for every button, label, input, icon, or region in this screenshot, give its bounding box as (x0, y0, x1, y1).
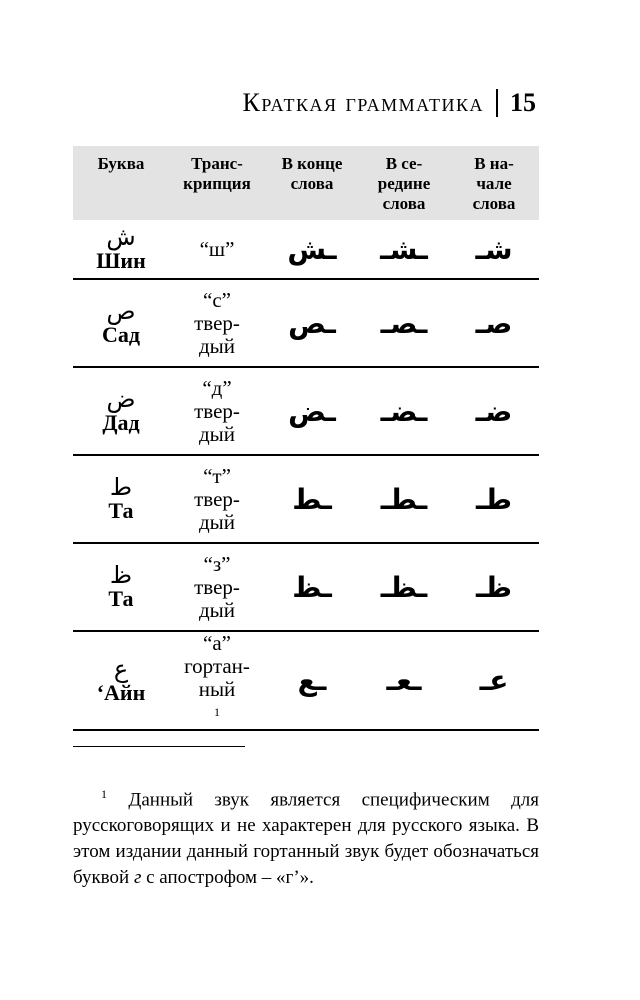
header-final: В конце слова (265, 146, 359, 220)
footnote-tail: с апострофом – «г’». (146, 867, 314, 889)
footnote (73, 781, 539, 891)
table-row (73, 220, 539, 279)
initial-form: ضـ (449, 367, 539, 455)
letter-name: Та (108, 498, 134, 523)
initial-form: صـ (449, 279, 539, 367)
arabic-letter: ض (106, 385, 136, 413)
footnote-rule (73, 746, 245, 747)
header-transcription: Транс- крипция (169, 146, 265, 220)
medial-form: ـطـ (359, 455, 449, 543)
letter-name: Дад (102, 410, 140, 435)
table-body (73, 220, 539, 730)
table-row (73, 455, 539, 543)
header-initial: В на- чале слова (449, 146, 539, 220)
arabic-letter: ظ (109, 561, 133, 589)
letter-cell (73, 279, 169, 367)
transcription-cell: “ш” (169, 220, 265, 279)
letter-cell (73, 367, 169, 455)
letter-name: Шин (96, 248, 146, 273)
table-row (73, 367, 539, 455)
letter-cell (73, 455, 169, 543)
transcription-cell: “с” твер- дый (169, 279, 265, 367)
arabic-letter: ش (106, 223, 136, 251)
header-medial: В се- редине слова (359, 146, 449, 220)
footnote-text: Данный звук является специфическим для русскоговорящих и не характерен для русского языка. В этом издании данный гортанный звук будет обозначаться буквой (73, 789, 539, 889)
table-row (73, 279, 539, 367)
initial-form: عـ (449, 631, 539, 730)
initial-form: طـ (449, 455, 539, 543)
medial-form: ـصـ (359, 279, 449, 367)
transcription-cell: “д” твер- дый (169, 367, 265, 455)
letter-name: Сад (101, 322, 141, 347)
page-number: 15 (510, 88, 536, 117)
running-head-separator (496, 89, 498, 117)
medial-form: ـعـ (359, 631, 449, 730)
initial-form: شـ (449, 220, 539, 279)
letter-name: ‘Айн (96, 679, 146, 705)
footnote-letter: г (133, 867, 142, 889)
initial-form: ظـ (449, 543, 539, 631)
running-head (242, 88, 536, 118)
arabic-letters-table (73, 146, 539, 731)
table-row (73, 543, 539, 631)
table-header (73, 146, 539, 220)
transcription-cell: “з” твер- дый (169, 543, 265, 631)
letter-cell (73, 631, 169, 730)
final-form: ـص (265, 279, 359, 367)
header-letter: Буква (73, 146, 169, 220)
transcription-cell: “а” гортан- ный $^1$ (169, 631, 265, 730)
letter-cell (73, 543, 169, 631)
final-form: ـط (265, 455, 359, 543)
table-row (73, 631, 539, 730)
arabic-letter: ص (106, 297, 136, 325)
letter-cell (73, 220, 169, 279)
running-head-title: Краткая грамматика (242, 88, 484, 117)
medial-form: ـضـ (359, 367, 449, 455)
medial-form: ـشـ (359, 220, 449, 279)
arabic-letter: ط (109, 473, 133, 501)
footnote-marker: 1 (101, 787, 107, 801)
medial-form: ـظـ (359, 543, 449, 631)
final-form: ـض (265, 367, 359, 455)
arabic-letter: ع (113, 654, 129, 683)
final-form: ـع (265, 631, 359, 730)
footnote-ref[interactable]: 1 (214, 705, 220, 719)
letter-name: Та (108, 586, 134, 611)
final-form: ـظ (265, 543, 359, 631)
final-form: ـش (265, 220, 359, 279)
transcription-cell: “т” твер- дый (169, 455, 265, 543)
